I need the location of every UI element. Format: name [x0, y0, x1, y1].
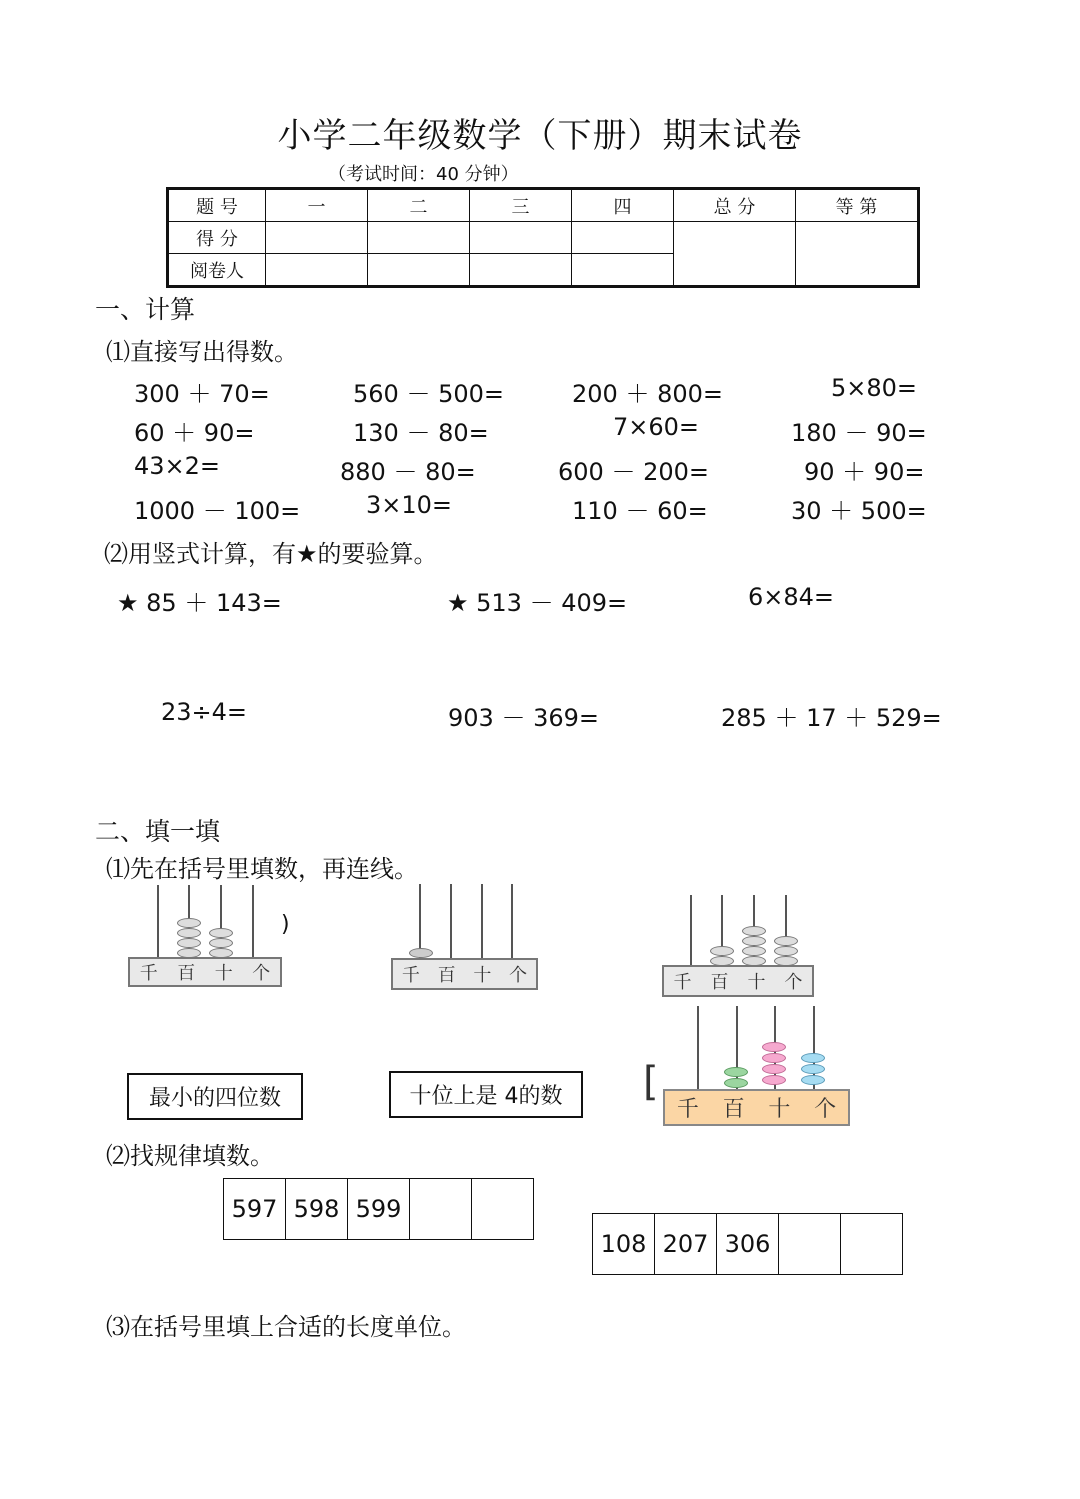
abacus-rod	[450, 884, 452, 959]
sequence-cell: 207	[655, 1214, 717, 1275]
place-label: 百	[722, 1097, 745, 1122]
abacus-bead	[801, 1053, 825, 1063]
score-table	[166, 187, 920, 288]
vertical-question: 903 － 369=	[448, 704, 599, 732]
header-cell: 四	[572, 189, 674, 222]
score-cell[interactable]	[266, 222, 368, 254]
oral-question: 300 ＋ 70=	[134, 380, 270, 408]
abacus-bead	[742, 936, 766, 946]
header-cell: 二	[368, 189, 470, 222]
oral-question: 43×2=	[134, 452, 221, 480]
abacus-rod	[252, 885, 254, 958]
abacus-bead	[209, 928, 233, 938]
sequence-cell: 306	[717, 1214, 779, 1275]
grader-cell[interactable]	[572, 254, 674, 287]
table-row	[168, 189, 919, 222]
place-label: 百	[177, 963, 196, 984]
section-1-sub2: ⑵用竖式计算，有★的要验算。	[104, 540, 438, 568]
sequence-blank-cell[interactable]	[779, 1214, 841, 1275]
header-cell: 一	[266, 189, 368, 222]
abacus-rod	[157, 885, 159, 958]
section-2-sub3: ⑶在括号里填上合适的长度单位。	[106, 1313, 466, 1341]
abacus-base	[391, 958, 538, 990]
abacus-rod	[511, 884, 513, 959]
abacus-bead	[724, 1067, 748, 1077]
oral-question: 200 ＋ 800=	[572, 380, 723, 408]
abacus-bead	[409, 948, 433, 958]
vertical-question: 23÷4=	[161, 698, 248, 726]
place-label: 个	[509, 965, 528, 986]
abacus-bead	[762, 1064, 786, 1074]
abacus-bead	[762, 1075, 786, 1085]
match-box-smallest-4-digit[interactable]: 最小的四位数	[127, 1073, 303, 1120]
place-label: 个	[784, 972, 803, 993]
row-label: 阅卷人	[168, 254, 266, 287]
page-title: 小学二年级数学（下册）期末试卷	[277, 116, 803, 156]
section-2-sub2: ⑵找规律填数。	[106, 1142, 274, 1170]
abacus-bead	[742, 946, 766, 956]
abacus-bead	[774, 946, 798, 956]
abacus-bead	[762, 1042, 786, 1052]
abacus-bead	[801, 1064, 825, 1074]
sequence-blank-cell[interactable]	[410, 1179, 472, 1240]
oral-question: 90 ＋ 90=	[804, 458, 925, 486]
place-label: 千	[676, 1097, 699, 1122]
oral-question: 60 ＋ 90=	[134, 419, 255, 447]
abacus-bead	[774, 936, 798, 946]
place-label: 个	[814, 1097, 837, 1122]
table-row	[593, 1214, 903, 1275]
abacus-rod	[697, 1006, 699, 1092]
abacus-bead	[801, 1075, 825, 1085]
grade-cell[interactable]	[796, 222, 919, 287]
oral-question: 7×60=	[613, 413, 700, 441]
paren-close: )	[281, 912, 290, 937]
oral-question: 880 － 80=	[340, 458, 476, 486]
oral-question: 130 － 80=	[353, 419, 489, 447]
oral-question: 110 － 60=	[572, 497, 708, 525]
abacus-bead	[710, 946, 734, 956]
oral-question: 30 ＋ 500=	[791, 497, 927, 525]
grader-cell[interactable]	[470, 254, 572, 287]
abacus-bead	[762, 1053, 786, 1063]
grader-cell[interactable]	[266, 254, 368, 287]
sequence-blank-cell[interactable]	[472, 1179, 534, 1240]
bracket-open: [	[643, 1059, 659, 1105]
sequence-blank-cell[interactable]	[841, 1214, 903, 1275]
sequence-cell: 598	[286, 1179, 348, 1240]
score-cell[interactable]	[368, 222, 470, 254]
abacus-base	[128, 957, 282, 987]
abacus-base	[663, 1089, 850, 1126]
header-cell: 总 分	[674, 189, 796, 222]
exam-time: （考试时间：40 分钟）	[328, 164, 519, 185]
table-row	[224, 1179, 534, 1240]
match-box-tens-digit-4[interactable]: 十位上是 4的数	[389, 1071, 583, 1118]
vertical-question: 6×84=	[748, 583, 835, 611]
abacus-rod	[481, 884, 483, 959]
total-cell[interactable]	[674, 222, 796, 287]
table-row	[168, 222, 919, 254]
oral-question: 600 － 200=	[558, 458, 709, 486]
vertical-question: ★ 513 － 409=	[447, 589, 628, 617]
abacus-rod	[690, 895, 692, 967]
section-1-title: 一、计算	[95, 295, 196, 324]
abacus-bead	[724, 1078, 748, 1088]
vertical-question: 285 ＋ 17 ＋ 529=	[721, 704, 942, 732]
grader-cell[interactable]	[368, 254, 470, 287]
abacus-bead	[177, 918, 201, 928]
place-label: 千	[401, 965, 420, 986]
vertical-question: ★ 85 ＋ 143=	[117, 589, 282, 617]
place-label: 十	[768, 1097, 791, 1122]
place-label: 十	[473, 965, 492, 986]
place-label: 十	[214, 963, 233, 984]
sequence-table-2	[592, 1213, 903, 1275]
abacus-base	[662, 965, 814, 997]
place-label: 十	[747, 972, 766, 993]
sequence-cell: 599	[348, 1179, 410, 1240]
sequence-cell: 597	[224, 1179, 286, 1240]
abacus-bead	[177, 938, 201, 948]
section-1-sub1: ⑴直接写出得数。	[106, 338, 298, 366]
sequence-cell: 108	[593, 1214, 655, 1275]
place-label: 百	[710, 972, 729, 993]
score-cell[interactable]	[572, 222, 674, 254]
abacus-bead	[209, 938, 233, 948]
oral-question: 5×80=	[831, 374, 918, 402]
oral-question: 3×10=	[366, 491, 453, 519]
place-label: 个	[252, 963, 271, 984]
section-2-sub1: ⑴先在括号里填数，再连线。	[106, 855, 418, 883]
sequence-table-1	[223, 1178, 534, 1240]
header-cell: 等 第	[796, 189, 919, 222]
header-cell: 三	[470, 189, 572, 222]
row-label: 得 分	[168, 222, 266, 254]
place-label: 千	[673, 972, 692, 993]
place-label: 百	[437, 965, 456, 986]
abacus-bead	[177, 928, 201, 938]
oral-question: 560 － 500=	[353, 380, 504, 408]
score-cell[interactable]	[470, 222, 572, 254]
header-cell: 题 号	[168, 189, 266, 222]
section-2-title: 二、填一填	[95, 817, 221, 846]
abacus-bead	[742, 926, 766, 936]
oral-question: 180 － 90=	[791, 419, 927, 447]
place-label: 千	[139, 963, 158, 984]
oral-question: 1000 － 100=	[134, 497, 301, 525]
